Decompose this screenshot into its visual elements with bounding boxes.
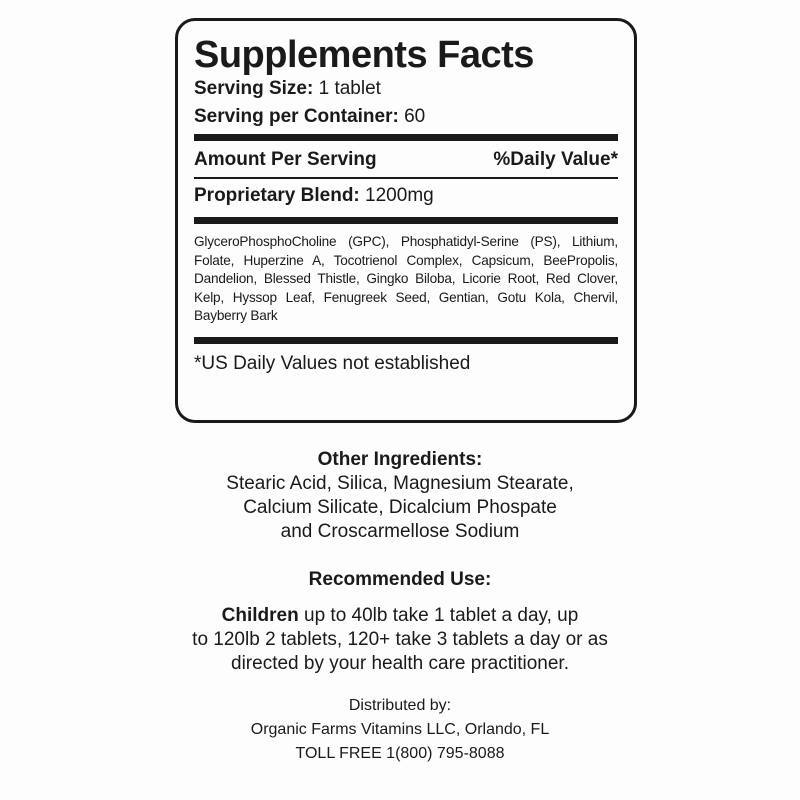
thick-divider [194, 217, 618, 224]
recommended-use-lead: Children [221, 605, 299, 626]
recommended-use-line2: to 120lb 2 tablets, 120+ take 3 tablets a day or as [192, 629, 608, 650]
recommended-use-line1: up to 40lb take 1 tablet a day, up [298, 605, 579, 626]
serving-size [194, 75, 618, 103]
other-ingredients-line: Calcium Silicate, Dicalcium Phospate [243, 497, 557, 518]
recommended-use-section [0, 568, 800, 676]
blend-value: 1200mg [365, 185, 434, 206]
serving-size-value: 1 tablet [318, 78, 381, 99]
servings-label: Serving per Container: [194, 106, 399, 127]
recommended-use-heading: Recommended Use: [308, 569, 492, 590]
amount-per-serving-header: Amount Per Serving [194, 149, 377, 170]
facts-title: Supplements Facts [194, 34, 534, 76]
daily-values-footnote: *US Daily Values not established [194, 352, 471, 374]
amount-header-row [194, 141, 618, 177]
distributor-section [0, 694, 800, 766]
recommended-use-line3: directed by your health care practitioner. [231, 653, 569, 674]
blend-label: Proprietary Blend: [194, 185, 360, 206]
other-ingredients-section [0, 448, 800, 544]
supplement-facts-panel [175, 18, 637, 423]
proprietary-blend-row [194, 179, 618, 214]
thick-divider [194, 134, 618, 141]
servings-per-container [194, 103, 618, 131]
thick-divider [194, 337, 618, 344]
servings-value: 60 [404, 106, 426, 127]
serving-size-label: Serving Size: [194, 78, 314, 99]
distributor-phone: TOLL FREE 1(800) 795-8088 [295, 745, 505, 762]
other-ingredients-heading: Other Ingredients: [317, 449, 483, 470]
other-ingredients-line: and Croscarmellose Sodium [280, 521, 520, 542]
other-ingredients-line: Stearic Acid, Silica, Magnesium Stearate, [226, 473, 574, 494]
blend-ingredients: GlyceroPhosphoCholine (GPC), Phosphatidyl-Serine (PS), Lithium, Folate, Huperzine A, Tocotrienol Complex, Capsicum, BeePropolis, Dandelion, Blessed Thistle, Gingko Biloba, Licorie Root, Red Clover, Kelp, Hyssop Leaf, Fenugreek Seed, Gentian, Gotu Kola, Chervil, Bayberry Bark [194, 234, 618, 323]
daily-value-header: %Daily Value* [493, 149, 618, 170]
distributed-by-heading: Distributed by: [348, 697, 452, 714]
recommended-use-line [0, 604, 800, 628]
distributor-company: Organic Farms Vitamins LLC, Orlando, FL [250, 721, 550, 738]
